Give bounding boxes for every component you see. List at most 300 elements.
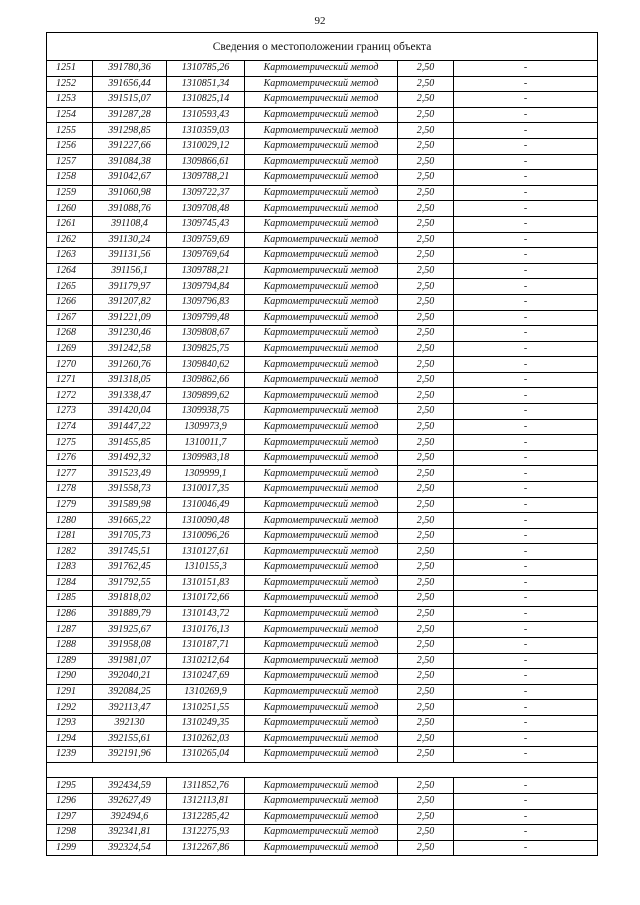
- description-cell: -: [454, 778, 598, 794]
- description-cell: -: [454, 591, 598, 607]
- precision-cell: 2,50: [398, 185, 454, 201]
- coordinate-y: 1309788,21: [167, 170, 245, 186]
- table-row: [47, 138, 598, 154]
- coordinate-x: 391084,38: [93, 154, 167, 170]
- point-number: 1270: [47, 357, 93, 373]
- coordinate-x: 392494,6: [93, 809, 167, 825]
- point-number: 1289: [47, 653, 93, 669]
- table-row: [47, 263, 598, 279]
- coordinate-y: 1310127,61: [167, 544, 245, 560]
- point-number: 1281: [47, 528, 93, 544]
- coordinate-y: 1310011,7: [167, 435, 245, 451]
- coordinate-x: 391042,67: [93, 170, 167, 186]
- precision-cell: 2,50: [398, 341, 454, 357]
- precision-cell: 2,50: [398, 560, 454, 576]
- coordinate-x: 391088,76: [93, 201, 167, 217]
- coordinate-x: 391227,66: [93, 138, 167, 154]
- table-row: [47, 793, 598, 809]
- description-cell: -: [454, 357, 598, 373]
- coordinate-x: 391492,32: [93, 450, 167, 466]
- point-number: 1262: [47, 232, 93, 248]
- description-cell: -: [454, 310, 598, 326]
- precision-cell: 2,50: [398, 310, 454, 326]
- table-row: [47, 497, 598, 513]
- method-cell: Картометрический метод: [245, 653, 398, 669]
- table-row: [47, 544, 598, 560]
- method-cell: Картометрический метод: [245, 216, 398, 232]
- coordinate-x: 391656,44: [93, 76, 167, 92]
- point-number: 1251: [47, 61, 93, 77]
- description-cell: -: [454, 248, 598, 264]
- point-number: 1273: [47, 404, 93, 420]
- coordinate-y: 1310265,04: [167, 747, 245, 763]
- table-row: [47, 528, 598, 544]
- separator-row: [47, 762, 598, 778]
- point-number: 1258: [47, 170, 93, 186]
- method-cell: Картометрический метод: [245, 357, 398, 373]
- description-cell: -: [454, 232, 598, 248]
- point-number: 1264: [47, 263, 93, 279]
- table-row: [47, 622, 598, 638]
- description-cell: -: [454, 92, 598, 108]
- method-cell: Картометрический метод: [245, 341, 398, 357]
- table-row: [47, 185, 598, 201]
- coordinate-x: 392040,21: [93, 669, 167, 685]
- point-number: 1294: [47, 731, 93, 747]
- coordinate-x: 392324,54: [93, 840, 167, 856]
- description-cell: -: [454, 216, 598, 232]
- coordinate-x: 392627,49: [93, 793, 167, 809]
- coordinate-x: 391665,22: [93, 513, 167, 529]
- coordinate-x: 391589,98: [93, 497, 167, 513]
- description-cell: -: [454, 154, 598, 170]
- description-cell: -: [454, 419, 598, 435]
- method-cell: Картометрический метод: [245, 778, 398, 794]
- coordinate-y: 1310090,48: [167, 513, 245, 529]
- precision-cell: 2,50: [398, 170, 454, 186]
- point-number: 1286: [47, 606, 93, 622]
- description-cell: -: [454, 513, 598, 529]
- coordinate-y: 1309938,75: [167, 404, 245, 420]
- point-number: 1253: [47, 92, 93, 108]
- coordinate-x: 392434,59: [93, 778, 167, 794]
- precision-cell: 2,50: [398, 482, 454, 498]
- description-cell: -: [454, 435, 598, 451]
- description-cell: -: [454, 825, 598, 841]
- description-cell: -: [454, 388, 598, 404]
- coordinate-y: 1309999,1: [167, 466, 245, 482]
- method-cell: Картометрический метод: [245, 747, 398, 763]
- precision-cell: 2,50: [398, 528, 454, 544]
- coordinate-y: 1309794,84: [167, 279, 245, 295]
- coordinate-y: 1310017,35: [167, 482, 245, 498]
- coordinate-x: 392113,47: [93, 700, 167, 716]
- precision-cell: 2,50: [398, 76, 454, 92]
- precision-cell: 2,50: [398, 435, 454, 451]
- point-number: 1267: [47, 310, 93, 326]
- table-separator: [47, 762, 598, 778]
- method-cell: Картометрический метод: [245, 154, 398, 170]
- precision-cell: 2,50: [398, 107, 454, 123]
- point-number: 1296: [47, 793, 93, 809]
- description-cell: -: [454, 61, 598, 77]
- method-cell: Картометрический метод: [245, 170, 398, 186]
- table-row: [47, 560, 598, 576]
- point-number: 1290: [47, 669, 93, 685]
- coordinate-x: 391455,85: [93, 435, 167, 451]
- coordinate-y: 1309973,9: [167, 419, 245, 435]
- point-number: 1263: [47, 248, 93, 264]
- coordinate-y: 1309759,69: [167, 232, 245, 248]
- method-cell: Картометрический метод: [245, 544, 398, 560]
- precision-cell: 2,50: [398, 684, 454, 700]
- point-number: 1271: [47, 372, 93, 388]
- coordinate-y: 1309840,62: [167, 357, 245, 373]
- coordinate-y: 1309796,83: [167, 294, 245, 310]
- coordinate-y: 1309722,37: [167, 185, 245, 201]
- description-cell: -: [454, 294, 598, 310]
- point-number: 1288: [47, 637, 93, 653]
- coordinate-x: 391318,05: [93, 372, 167, 388]
- table-row: [47, 653, 598, 669]
- coordinate-y: 1310143,72: [167, 606, 245, 622]
- point-number: 1257: [47, 154, 93, 170]
- coordinate-x: 391558,73: [93, 482, 167, 498]
- description-cell: -: [454, 326, 598, 342]
- method-cell: Картометрический метод: [245, 263, 398, 279]
- point-number: 1261: [47, 216, 93, 232]
- coordinate-y: 1310359,03: [167, 123, 245, 139]
- coordinate-y: 1312275,93: [167, 825, 245, 841]
- table-row: [47, 700, 598, 716]
- method-cell: Картометрический метод: [245, 731, 398, 747]
- coordinate-y: 1310155,3: [167, 560, 245, 576]
- precision-cell: 2,50: [398, 388, 454, 404]
- description-cell: -: [454, 669, 598, 685]
- description-cell: -: [454, 263, 598, 279]
- coordinate-x: 391287,28: [93, 107, 167, 123]
- table-row: [47, 170, 598, 186]
- table-row: [47, 606, 598, 622]
- coordinate-y: 1309983,18: [167, 450, 245, 466]
- coordinate-y: 1312285,42: [167, 809, 245, 825]
- method-cell: Картометрический метод: [245, 107, 398, 123]
- coordinate-y: 1310269,9: [167, 684, 245, 700]
- table-row: [47, 123, 598, 139]
- method-cell: Картометрический метод: [245, 185, 398, 201]
- precision-cell: 2,50: [398, 606, 454, 622]
- table-row: [47, 201, 598, 217]
- table-body-secondary: [47, 778, 598, 856]
- precision-cell: 2,50: [398, 404, 454, 420]
- method-cell: Картометрический метод: [245, 232, 398, 248]
- method-cell: Картометрический метод: [245, 201, 398, 217]
- coordinate-x: 391958,08: [93, 637, 167, 653]
- coordinate-y: 1309769,64: [167, 248, 245, 264]
- precision-cell: 2,50: [398, 232, 454, 248]
- description-cell: -: [454, 747, 598, 763]
- description-cell: -: [454, 793, 598, 809]
- coordinate-y: 1310212,64: [167, 653, 245, 669]
- coordinate-x: 391925,67: [93, 622, 167, 638]
- coordinate-y: 1309708,48: [167, 201, 245, 217]
- point-number: 1279: [47, 497, 93, 513]
- table-body-main: [47, 61, 598, 763]
- point-number: 1287: [47, 622, 93, 638]
- description-cell: -: [454, 185, 598, 201]
- description-cell: -: [454, 809, 598, 825]
- table-row: [47, 575, 598, 591]
- precision-cell: 2,50: [398, 372, 454, 388]
- coordinate-x: 392130: [93, 715, 167, 731]
- table-row: [47, 404, 598, 420]
- precision-cell: 2,50: [398, 825, 454, 841]
- coordinate-x: 391981,07: [93, 653, 167, 669]
- point-number: 1259: [47, 185, 93, 201]
- table-row: [47, 731, 598, 747]
- precision-cell: 2,50: [398, 294, 454, 310]
- precision-cell: 2,50: [398, 138, 454, 154]
- point-number: 1277: [47, 466, 93, 482]
- precision-cell: 2,50: [398, 263, 454, 279]
- table-row: [47, 341, 598, 357]
- coordinate-x: 391060,98: [93, 185, 167, 201]
- description-cell: -: [454, 575, 598, 591]
- description-cell: -: [454, 731, 598, 747]
- coordinate-y: 1310262,03: [167, 731, 245, 747]
- precision-cell: 2,50: [398, 450, 454, 466]
- point-number: 1260: [47, 201, 93, 217]
- coordinate-x: 391818,02: [93, 591, 167, 607]
- table-row: [47, 747, 598, 763]
- precision-cell: 2,50: [398, 357, 454, 373]
- description-cell: -: [454, 76, 598, 92]
- point-number: 1275: [47, 435, 93, 451]
- precision-cell: 2,50: [398, 653, 454, 669]
- coordinate-y: 1309866,61: [167, 154, 245, 170]
- method-cell: Картометрический метод: [245, 669, 398, 685]
- table-row: [47, 279, 598, 295]
- description-cell: -: [454, 653, 598, 669]
- table-row: [47, 372, 598, 388]
- table-row: [47, 310, 598, 326]
- precision-cell: 2,50: [398, 575, 454, 591]
- point-number: 1254: [47, 107, 93, 123]
- method-cell: Картометрический метод: [245, 76, 398, 92]
- coordinate-x: 391792,55: [93, 575, 167, 591]
- table-row: [47, 107, 598, 123]
- description-cell: -: [454, 560, 598, 576]
- coordinate-y: 1309825,75: [167, 341, 245, 357]
- precision-cell: 2,50: [398, 201, 454, 217]
- table-row: [47, 326, 598, 342]
- method-cell: Картометрический метод: [245, 294, 398, 310]
- coordinate-y: 1310187,71: [167, 637, 245, 653]
- table-title: Сведения о местоположении границ объекта: [47, 33, 598, 61]
- precision-cell: 2,50: [398, 591, 454, 607]
- coordinate-y: 1310096,26: [167, 528, 245, 544]
- coordinate-x: 392191,96: [93, 747, 167, 763]
- point-number: 1252: [47, 76, 93, 92]
- method-cell: Картометрический метод: [245, 606, 398, 622]
- table-row: [47, 840, 598, 856]
- table-row: [47, 715, 598, 731]
- description-cell: -: [454, 544, 598, 560]
- precision-cell: 2,50: [398, 497, 454, 513]
- coordinate-x: 391207,82: [93, 294, 167, 310]
- precision-cell: 2,50: [398, 216, 454, 232]
- table-row: [47, 232, 598, 248]
- coordinate-x: 391762,45: [93, 560, 167, 576]
- method-cell: Картометрический метод: [245, 560, 398, 576]
- coordinate-x: 391156,1: [93, 263, 167, 279]
- description-cell: -: [454, 684, 598, 700]
- coordinate-x: 391780,36: [93, 61, 167, 77]
- coordinate-x: 391260,76: [93, 357, 167, 373]
- point-number: 1255: [47, 123, 93, 139]
- precision-cell: 2,50: [398, 793, 454, 809]
- page-number: 92: [314, 15, 326, 27]
- method-cell: Картометрический метод: [245, 622, 398, 638]
- coordinate-x: 391298,85: [93, 123, 167, 139]
- description-cell: -: [454, 715, 598, 731]
- precision-cell: 2,50: [398, 544, 454, 560]
- coordinate-x: 391447,22: [93, 419, 167, 435]
- method-cell: Картометрический метод: [245, 92, 398, 108]
- point-number: 1284: [47, 575, 93, 591]
- point-number: 1282: [47, 544, 93, 560]
- method-cell: Картометрический метод: [245, 825, 398, 841]
- coordinate-y: 1310029,12: [167, 138, 245, 154]
- point-number: 1268: [47, 326, 93, 342]
- method-cell: Картометрический метод: [245, 450, 398, 466]
- point-number: 1276: [47, 450, 93, 466]
- precision-cell: 2,50: [398, 466, 454, 482]
- method-cell: Картометрический метод: [245, 684, 398, 700]
- table-row: [47, 435, 598, 451]
- point-number: 1298: [47, 825, 93, 841]
- description-cell: -: [454, 279, 598, 295]
- description-cell: -: [454, 700, 598, 716]
- table-row: [47, 778, 598, 794]
- table-row: [47, 591, 598, 607]
- table-row: [47, 450, 598, 466]
- description-cell: -: [454, 138, 598, 154]
- coordinate-x: 391338,47: [93, 388, 167, 404]
- table-row: [47, 294, 598, 310]
- method-cell: Картометрический метод: [245, 123, 398, 139]
- method-cell: Картометрический метод: [245, 435, 398, 451]
- precision-cell: 2,50: [398, 637, 454, 653]
- description-cell: -: [454, 341, 598, 357]
- precision-cell: 2,50: [398, 123, 454, 139]
- coordinate-y: 1309788,21: [167, 263, 245, 279]
- method-cell: Картометрический метод: [245, 575, 398, 591]
- point-number: 1256: [47, 138, 93, 154]
- coordinate-x: 391523,49: [93, 466, 167, 482]
- table-row: [47, 466, 598, 482]
- point-number: 1266: [47, 294, 93, 310]
- description-cell: -: [454, 201, 598, 217]
- precision-cell: 2,50: [398, 809, 454, 825]
- description-cell: -: [454, 466, 598, 482]
- point-number: 1269: [47, 341, 93, 357]
- precision-cell: 2,50: [398, 279, 454, 295]
- method-cell: Картометрический метод: [245, 840, 398, 856]
- coordinate-x: 391889,79: [93, 606, 167, 622]
- coordinate-y: 1310151,83: [167, 575, 245, 591]
- description-cell: -: [454, 107, 598, 123]
- method-cell: Картометрический метод: [245, 715, 398, 731]
- coordinate-y: 1309862,66: [167, 372, 245, 388]
- precision-cell: 2,50: [398, 154, 454, 170]
- method-cell: Картометрический метод: [245, 591, 398, 607]
- table-row: [47, 684, 598, 700]
- description-cell: -: [454, 637, 598, 653]
- method-cell: Картометрический метод: [245, 513, 398, 529]
- precision-cell: 2,50: [398, 731, 454, 747]
- method-cell: Картометрический метод: [245, 388, 398, 404]
- method-cell: Картометрический метод: [245, 61, 398, 77]
- method-cell: Картометрический метод: [245, 700, 398, 716]
- precision-cell: 2,50: [398, 840, 454, 856]
- coordinate-y: 1310247,69: [167, 669, 245, 685]
- point-number: 1293: [47, 715, 93, 731]
- point-number: 1239: [47, 747, 93, 763]
- description-cell: -: [454, 840, 598, 856]
- precision-cell: 2,50: [398, 700, 454, 716]
- table-row: [47, 216, 598, 232]
- precision-cell: 2,50: [398, 419, 454, 435]
- coordinate-y: 1310249,35: [167, 715, 245, 731]
- coordinate-y: 1311852,76: [167, 778, 245, 794]
- table-row: [47, 809, 598, 825]
- description-cell: -: [454, 482, 598, 498]
- table-row: [47, 248, 598, 264]
- method-cell: Картометрический метод: [245, 482, 398, 498]
- precision-cell: 2,50: [398, 778, 454, 794]
- method-cell: Картометрический метод: [245, 404, 398, 420]
- coordinate-y: 1309899,62: [167, 388, 245, 404]
- precision-cell: 2,50: [398, 326, 454, 342]
- point-number: 1272: [47, 388, 93, 404]
- precision-cell: 2,50: [398, 61, 454, 77]
- coordinate-y: 1310176,13: [167, 622, 245, 638]
- point-number: 1292: [47, 700, 93, 716]
- coordinate-x: 392155,61: [93, 731, 167, 747]
- coordinate-x: 392341,81: [93, 825, 167, 841]
- method-cell: Картометрический метод: [245, 326, 398, 342]
- point-number: 1280: [47, 513, 93, 529]
- point-number: 1291: [47, 684, 93, 700]
- coordinate-x: 391420,04: [93, 404, 167, 420]
- table-row: [47, 637, 598, 653]
- point-number: 1265: [47, 279, 93, 295]
- coordinate-x: 391242,58: [93, 341, 167, 357]
- table-row: [47, 357, 598, 373]
- precision-cell: 2,50: [398, 513, 454, 529]
- description-cell: -: [454, 170, 598, 186]
- coordinate-y: 1309745,43: [167, 216, 245, 232]
- point-number: 1297: [47, 809, 93, 825]
- description-cell: -: [454, 450, 598, 466]
- table-row: [47, 419, 598, 435]
- table-row: [47, 825, 598, 841]
- description-cell: -: [454, 606, 598, 622]
- precision-cell: 2,50: [398, 622, 454, 638]
- point-number: 1278: [47, 482, 93, 498]
- coordinate-y: 1310785,26: [167, 61, 245, 77]
